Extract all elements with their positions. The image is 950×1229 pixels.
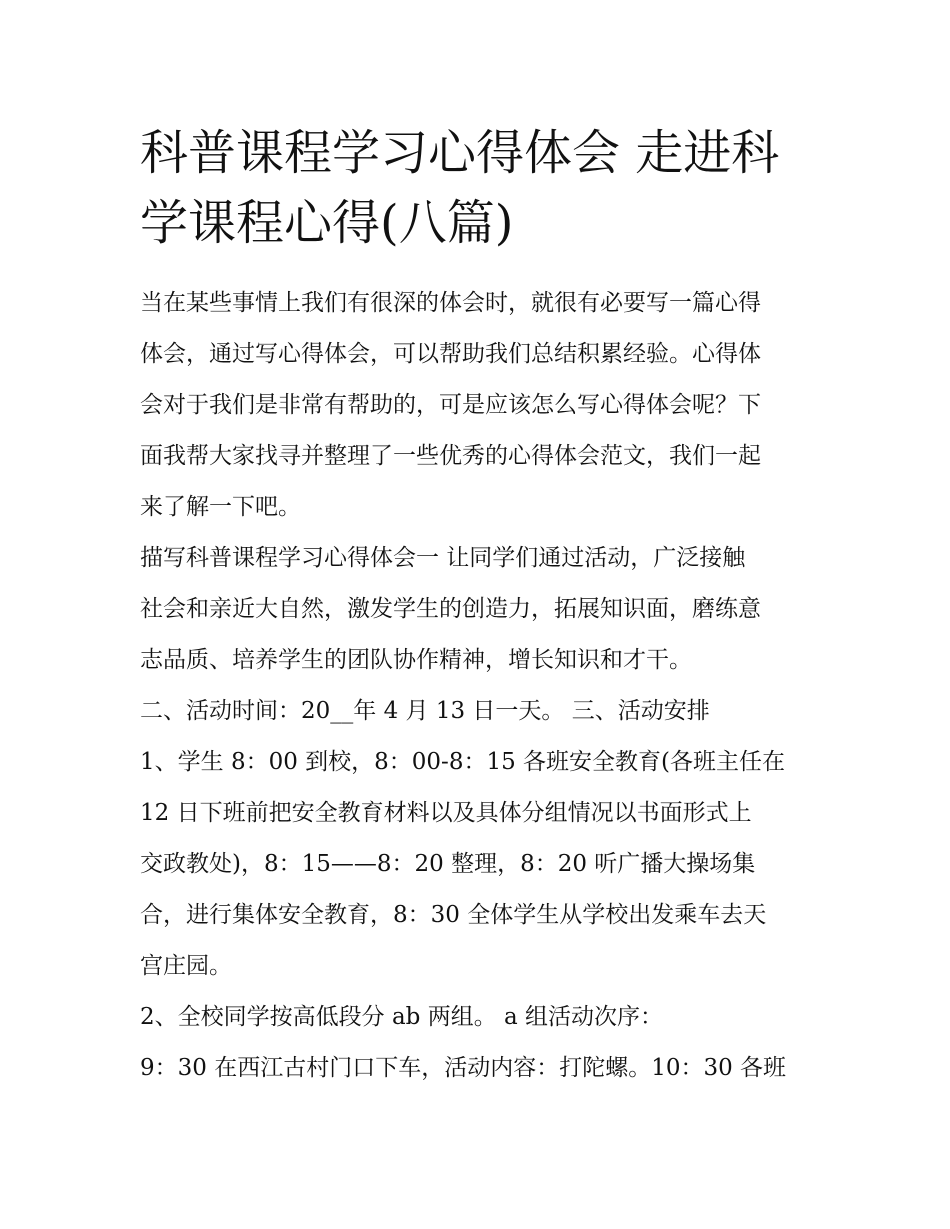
body-line: 当在某些事情上我们有很深的体会时，就很有必要写一篇心得 — [140, 290, 761, 316]
body-line: 志品质、培养学生的团队协作精神，增长知识和才干。 — [140, 647, 692, 673]
body-line: 社会和亲近大自然，激发学生的创造力，拓展知识面，磨练意 — [140, 596, 761, 622]
title-line: 科普课程学习心得体会 走进科 — [140, 125, 780, 181]
body-line: 二、活动时间：20__年 4 月 13 日一天。 三、活动安排 — [140, 698, 710, 724]
body-line: 体会，通过写心得体会，可以帮助我们总结积累经验。心得体 — [140, 341, 761, 367]
body-line: 12 日下班前把安全教育材料以及具体分组情况以书面形式上 — [140, 800, 752, 826]
body-line: 会对于我们是非常有帮助的，可是应该怎么写心得体会呢？下 — [140, 392, 761, 418]
body-line: 2、全校同学按高低段分 ab 两组。 a 组活动次序： — [140, 1004, 664, 1030]
document-title — [140, 118, 820, 258]
body-line: 1、学生 8：00 到校，8：00-8：15 各班安全教育(各班主任在 — [140, 749, 786, 775]
body-line: 描写科普课程学习心得体会一 让同学们通过活动，广泛接触 — [140, 545, 746, 571]
body-line: 交政教处)，8：15——8：20 整理，8：20 听广播大操场集 — [140, 851, 756, 877]
body-line: 合，进行集体安全教育，8：30 全体学生从学校出发乘车去天 — [140, 902, 767, 928]
document-body — [140, 278, 820, 1094]
body-line: 9：30 在西江古村门口下车，活动内容：打陀螺。10：30 各班 — [140, 1055, 787, 1081]
body-line: 面我帮大家找寻并整理了一些优秀的心得体会范文，我们一起 — [140, 443, 761, 469]
body-line: 宫庄园。 — [140, 953, 232, 979]
title-line: 学课程心得(八篇) — [140, 195, 514, 251]
body-line: 来了解一下吧。 — [140, 494, 301, 520]
